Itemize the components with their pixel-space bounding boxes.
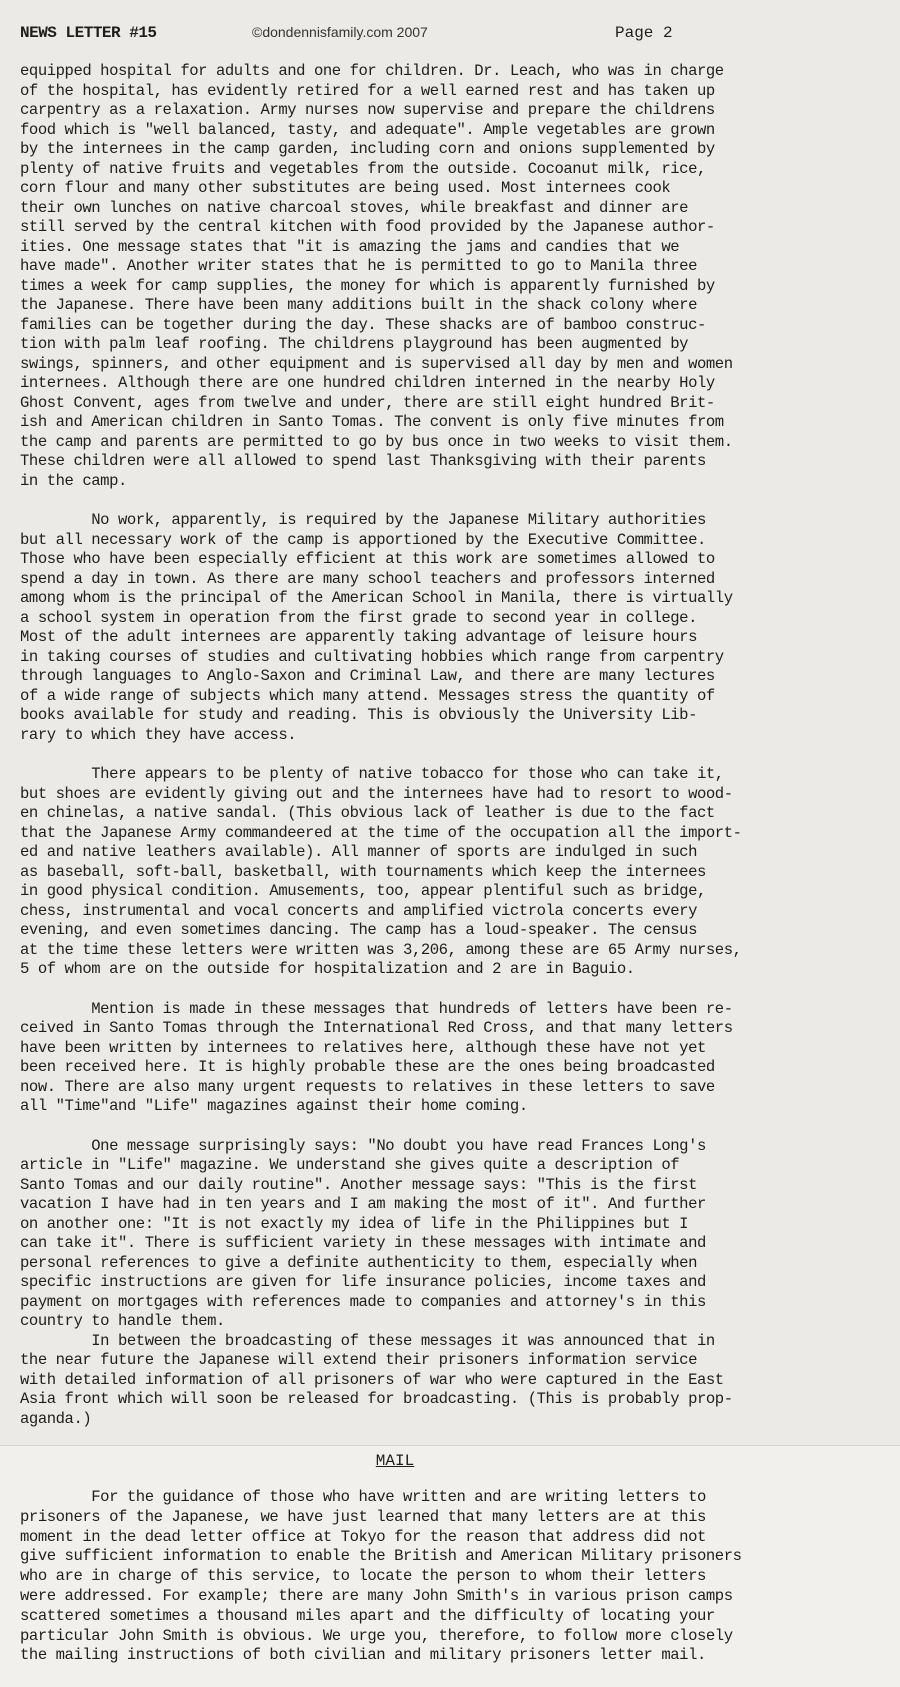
paragraph-work-education: No work, apparently, is required by the Japanese Military authorities but all necessary work of the camp is apportioned by the Executive Committee. Those who have been especially efficient at this work are sometimes allowed to spend a day in town. As there are many school teachers and professors interned among whom is the principal of the American School in Manila, there is virtually a school system in operation from the first grade to second year in college. Most of the adult internees are apparently taking advantage of leisure hours in taking courses of studies and cultivating hobbies which range from carpentry through languages to Anglo-Saxon and Criminal Law, and there are many lectures of a wide range of subjects which many attend. Messages stress the quantity of books available for study and reading. This is obviously the University Lib- rary to which they have access.: [20, 511, 733, 744]
paragraph-tobacco-sports: There appears to be plenty of native tobacco for those who can take it, but shoes are evidently giving out and the internees have had to resort to wood- en chinelas, a native sandal. (This obvious lack of leather is due to the fact that the Japanese Army commandeered at the time of the occupation all the import- ed and native leathers available). All manner of sports are indulged in such as baseball, soft-ball, basketball, with tournaments which keep the internees in good physical condition. Amusements, too, appear plentiful such as bridge, chess, instrumental and vocal concerts and amplified victrola concerts every evening, and even sometimes dancing. The camp has a loud-speaker. The census at the time these letters were written was 3,206, among these are 65 Army nurses, 5 of whom are on the outside for hospitalization and 2 are in Baguio.: [20, 765, 742, 978]
paragraph-camp-life: equipped hospital for adults and one for children. Dr. Leach, who was in charge of the hospital, has evidently retired for a well earned rest and has taken up carpentry as a relaxation. Army nurses now supervise and prepare the childrens food which is "well balanced, tasty, and adequate". Ample vegetables are grown by the internees in the camp garden, including corn and onions supplemented by plenty of native fruits and vegetables from the outside. Cocoanut milk, rice, corn flour and many other substitutes are being used. Most internees cook their own lunches on native charcoal stoves, while breakfast and dinner are still served by the central kitchen with food provided by the Japanese author- ities. One message states that "it is amazing the jams and candies that we have made". Another writer states that he is permitted to go to Manila three times a week for camp supplies, the money for which is apparently furnished by the Japanese. There have been many additions built in the shack colony where families can be together during the day. These shacks are of bamboo construc- tion with palm leaf roofing. The childrens playground has been augmented by swings, spinners, and other equipment and is supervised all day by men and women internees. Although there are one hundred children interned in the nearby Holy Ghost Convent, ages from twelve and under, there are still eight hundred Brit- ish and American children in Santo Tomas. The convent is only five minutes from the camp and parents are permitted to go by bus once in two weeks to visit them. These children were all allowed to spend last Thanksgiving with their parents in the camp.: [20, 62, 733, 490]
page-number: Page 2: [615, 24, 673, 42]
paragraph-broadcasting: In between the broadcasting of these messages it was announced that in the near future the Japanese will extend their prisoners information service with detailed information of all prisoners of war who were captured in the East Asia front which will soon be released for broadcasting. (This is probably prop- aganda.): [20, 1331, 733, 1428]
mail-section-title: MAIL: [375, 1452, 415, 1470]
page-header: [20, 20, 880, 46]
mail-section-body: For the guidance of those who have written and are writing letters to prisoners of the Japanese, we have just learned that many letters are at this moment in the dead letter office at Tokyo for the reason that address did not give sufficient information to enable the British and American Military prisoners who are in charge of this service, to locate the person to whom their letters were addressed. For example; there are many John Smith's in various prison camps scattered sometimes a thousand miles apart and the difficulty of locating your particular John Smith is obvious. We urge you, therefore, to follow more closely the mailing instructions of both civilian and military prisoners letter mail.: [20, 1488, 742, 1665]
copyright-notice: ©dondennisfamily.com 2007: [252, 24, 428, 40]
paragraph-letters-received: Mention is made in these messages that hundreds of letters have been re- ceived in Santo Tomas through the International Red Cross, and that many letters have been written by internees to relatives here, although these have not yet been received here. It is highly probable these are the ones being broadcasted now. There are also many urgent requests to relatives in these letters to save all "Time"and "Life" magazines against their home coming.: [20, 999, 733, 1115]
article-body: [20, 62, 888, 1429]
newsletter-number: NEWS LETTER #15: [20, 24, 157, 42]
paragraph-messages: One message surprisingly says: "No doubt you have read Frances Long's article in "Life" magazine. We understand she gives quite a description of Santo Tomas and our daily routine". Another message says: "This is the first vacation I have had in ten years and I am making the most of it". And further on another one: "It is not exactly my idea of life in the Philippines but I can take it". There is sufficient variety in these messages with intimate and personal references to give a definite authenticity to them, especially when specific instructions are given for life insurance policies, income taxes and payment on mortgages with references made to companies and attorney's in this country to handle them.: [20, 1136, 706, 1330]
